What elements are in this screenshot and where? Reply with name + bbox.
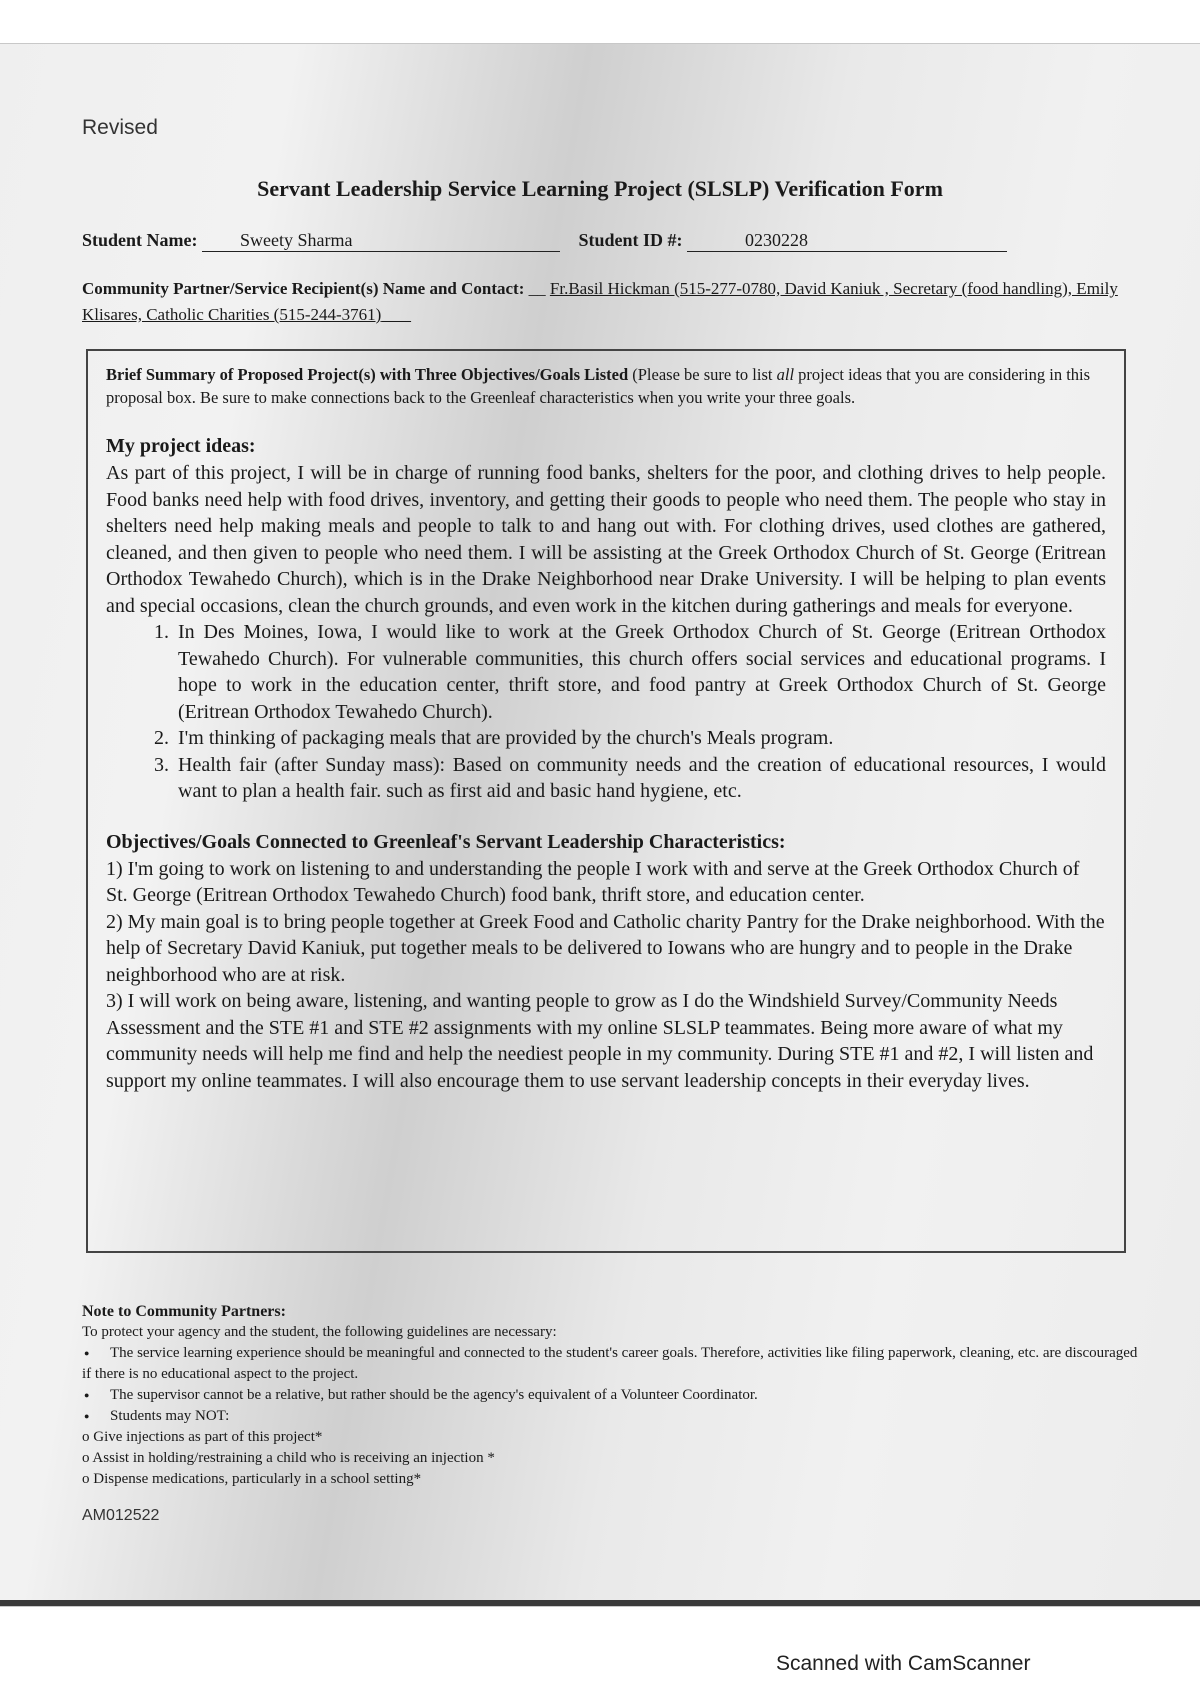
note-to-partners: [82, 1301, 1142, 1490]
brief-pre: (Please be sure to list: [628, 365, 777, 384]
ideas-list: [106, 619, 1106, 805]
list-item: 2. I'm thinking of packaging meals that are provided by the church's Meals program.: [174, 725, 1106, 752]
student-name-label: Student Name:: [82, 230, 198, 250]
form-title: Servant Leadership Service Learning Project (SLSLP) Verification Form: [257, 176, 943, 201]
note-bullet: [82, 1406, 1142, 1427]
student-id-label: Student ID #:: [578, 230, 683, 250]
note-bullet: [82, 1385, 1142, 1406]
project-summary-box: [86, 349, 1126, 1253]
note-title: Note to Community Partners:: [82, 1303, 286, 1320]
revised-label: Revised: [82, 116, 158, 139]
note-bullet: [82, 1343, 1142, 1385]
list-item: 1. In Des Moines, Iowa, I would like to work at the Greek Orthodox Church of St. George (Eritrean Orthodox Tewahedo Church). For vulnerable communities, this church offers social services and educational programs. I hope to work in the education center, thrift store, and food pantry at Greek Orthodox Church of St. George (Eritrean Orthodox Tewahedo Church).: [174, 619, 1106, 725]
student-row: [82, 230, 1007, 252]
goal-item: 2) My main goal is to bring people together at Greek Food and Catholic charity Pantry for the Drake neighborhood. With the help of Secretary David Kaniuk, put together meals to be delivered to Iowans who are hungry and to people in the Drake neighborhood who are at risk.: [106, 910, 1105, 986]
scanner-watermark: Scanned with CamScanner: [776, 1652, 1031, 1675]
note-bullet-text: Students may NOT:: [110, 1408, 230, 1425]
list-item: 3. Health fair (after Sunday mass): Based on community needs and the creation of educational resources, I would want to plan a health fair. such as first aid and basic hand hygiene, etc.: [174, 752, 1106, 805]
partner-value: Fr.Basil Hickman (515-277-0780, David Kaniuk , Secretary (food handling), Emily Klisares, Catholic Charities (515-244-3761): [82, 279, 1118, 324]
note-bullet-text: The service learning experience should be meaningful and connected to the student's career goals. Therefore, activities like filing paperwork, cleaning, etc. are discouraged if there is no educational aspect to the project.: [82, 1345, 1138, 1383]
community-partner: Community Partner/Service Recipient(s) Name and Contact: __ Fr.Basil Hickman (515-277-0780, David Kaniuk , Secretary (food handling), Emily Klisares, Catholic Charities (515-244-3761): [82, 279, 1118, 324]
scanned-page: [0, 44, 1200, 1606]
ideas-paragraph: As part of this project, I will be in charge of running food banks, shelters for the poor, and clothing drives to help people. Food banks need help with food drives, inventory, and getting their goods to people who need them. The people who stay in shelters need help making meals and people to talk to and hang out with. For clothing drives, used clothes are gathered, cleaned, and then given to people who need them. I will be assisting at the Greek Orthodox Church of St. George (Eritrean Orthodox Tewahedo Church), which is in the Drake Neighborhood near Drake University. I will be helping to plan events and special occasions, clean the church grounds, and even work in the kitchen during gatherings and meals for everyone.: [106, 462, 1106, 617]
student-name-value: Sweety Sharma: [202, 230, 560, 252]
note-sub-item: o Give injections as part of this project*: [82, 1429, 323, 1446]
brief-post: project ideas that you are considering in this proposal box. Be sure to make connections back to the Greenleaf characteristics when you write your three goals.: [106, 365, 1091, 407]
ideas-heading: My project ideas:: [106, 435, 256, 457]
goal-item: 3) I will work on being aware, listening, and wanting people to grow as I do the Windshield Survey/Community Needs Assessment and the STE #1 and STE #2 assignments with my online SLSLP teammates. Being more aware of what my community needs will help me find and help the neediest people in my community. During STE #1 and #2, I will listen and support my online teammates. I will also encourage them to use servant leadership concepts in their everyday lives.: [106, 990, 1094, 1092]
brief-italic: all: [776, 365, 795, 384]
form-code: AM012522: [82, 1507, 160, 1524]
student-id-value: 0230228: [687, 230, 1007, 252]
note-sub-item: o Assist in holding/restraining a child who is receiving an injection *: [82, 1450, 495, 1467]
brief-summary-instructions: [106, 363, 1106, 409]
note-intro: To protect your agency and the student, the following guidelines are necessary:: [82, 1324, 557, 1340]
note-sub-item: o Dispense medications, particularly in a school setting*: [82, 1471, 422, 1488]
note-bullet-text: The supervisor cannot be a relative, but rather should be the agency's equivalent of a Volunteer Coordinator.: [110, 1387, 758, 1404]
goals-heading: Objectives/Goals Connected to Greenleaf's Servant Leadership Characteristics:: [106, 830, 786, 853]
brief-bold: Brief Summary of Proposed Project(s) with Three Objectives/Goals Listed: [106, 365, 629, 384]
partner-label: Community Partner/Service Recipient(s) Name and Contact:: [82, 279, 525, 298]
goal-item: 1) I'm going to work on listening to and understanding the people I work with and serve at the Greek Orthodox Church of St. George (Eritrean Orthodox Tewahedo Church) food bank, thrift store, and education center.: [106, 857, 1080, 906]
